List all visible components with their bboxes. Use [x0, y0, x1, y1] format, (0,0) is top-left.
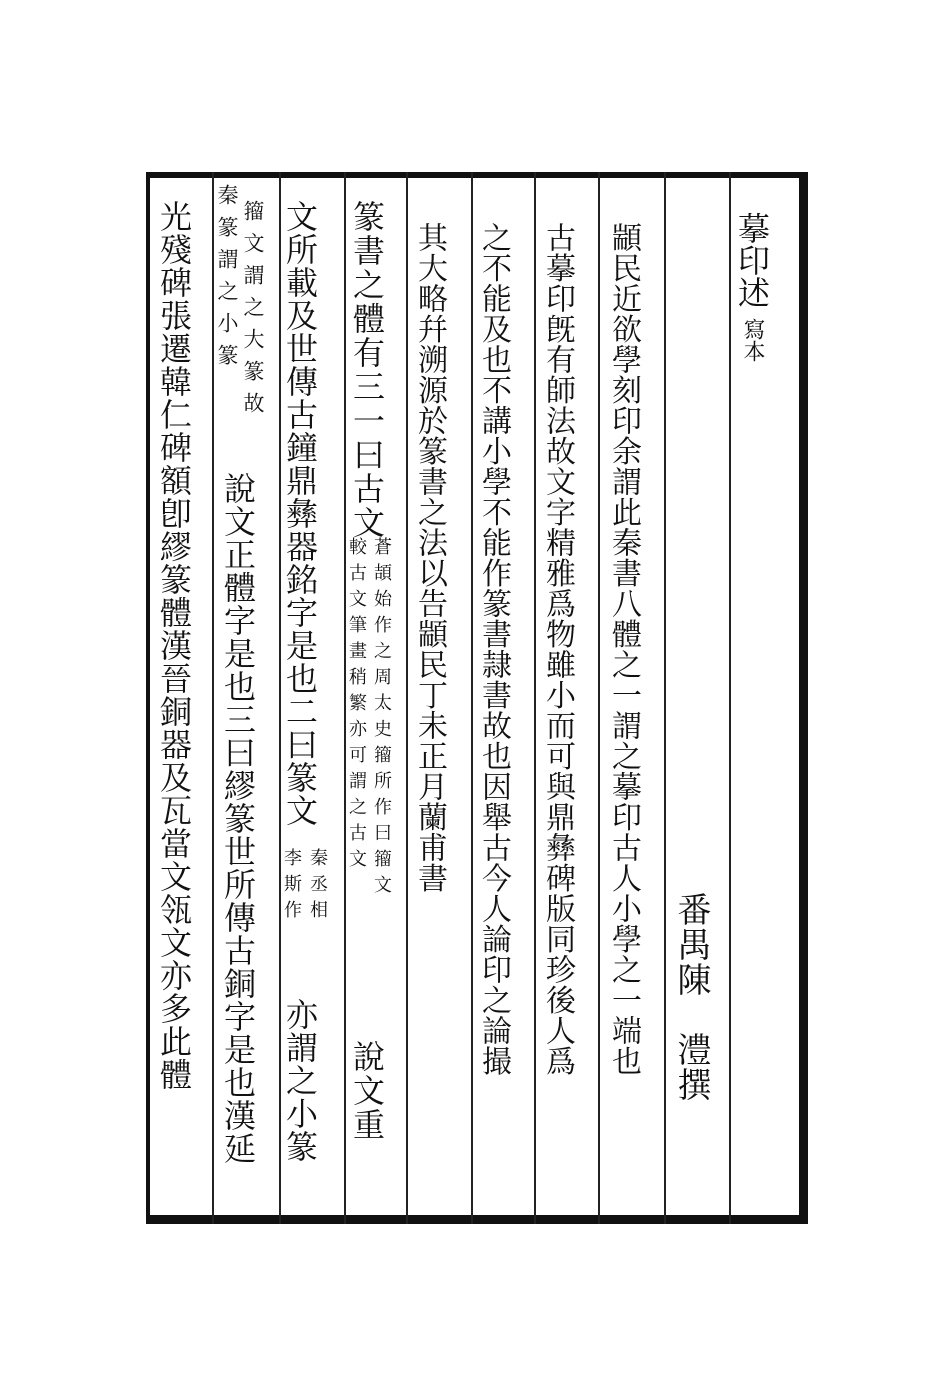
column-divider	[729, 172, 731, 1224]
text-column-2: 古摹印旣有師法故文字精雅爲物雖小而可與鼎彝碑版同珍後人爲	[540, 222, 575, 1076]
column-divider	[471, 172, 473, 1224]
text-column-4: 其大略幷溯源於篆書之法以告顓民丁未正月蘭甫書	[412, 222, 447, 893]
annotation-zhouwen-left: 秦篆謂之小篆	[215, 184, 239, 376]
annotation-qin-left: 李斯作	[281, 848, 302, 926]
text-column-6-tail: 亦謂之小篆	[281, 998, 319, 1163]
frame-left-border	[146, 172, 150, 1224]
title-column	[733, 212, 771, 362]
text-column-7-tail: 說文正體字是也三曰繆篆世所傳古銅字是也漢延	[219, 472, 257, 1165]
annotation-zhouwen-right: 籀文謂之大篆故	[241, 200, 265, 424]
frame-top-border	[146, 172, 808, 178]
frame-right-border	[799, 172, 808, 1224]
column-divider	[598, 172, 600, 1224]
title-note: 寫本	[740, 318, 765, 362]
column-divider	[212, 172, 214, 1224]
author-line: 番禺陳 澧撰	[671, 892, 711, 1102]
text-column-1: 顓民近欲學刻印余謂此秦書八體之一謂之摹印古人小學之一端也	[606, 222, 641, 1076]
annotation-right: 蒼頡始作之周太史籀所作曰籀文	[371, 537, 392, 901]
text-column-5-tail: 說文重	[348, 1040, 386, 1142]
column-divider	[406, 172, 408, 1224]
book-title: 摹印述	[733, 212, 771, 308]
column-divider	[534, 172, 536, 1224]
frame-bottom-border	[146, 1215, 808, 1224]
text-column-3: 之不能及也不講小學不能作篆書隷書故也因舉古今人論印之論撮	[476, 222, 511, 1076]
annotation-left: 較古文筆畫稍繁亦可謂之古文	[346, 537, 367, 875]
column-divider	[664, 172, 666, 1224]
text-column-5-main: 篆書之體有三一曰古文	[348, 200, 386, 540]
annotation-qin-right: 秦丞相	[307, 848, 328, 926]
text-column-8: 光殘碑張遷韓仁碑額卽繆篆體漢晉銅器及瓦當文瓴文亦多此體	[155, 200, 193, 1091]
page-frame	[146, 172, 808, 1224]
text-column-6-main: 文所載及世傳古鐘鼎彝器銘字是也二曰篆文	[281, 200, 319, 827]
